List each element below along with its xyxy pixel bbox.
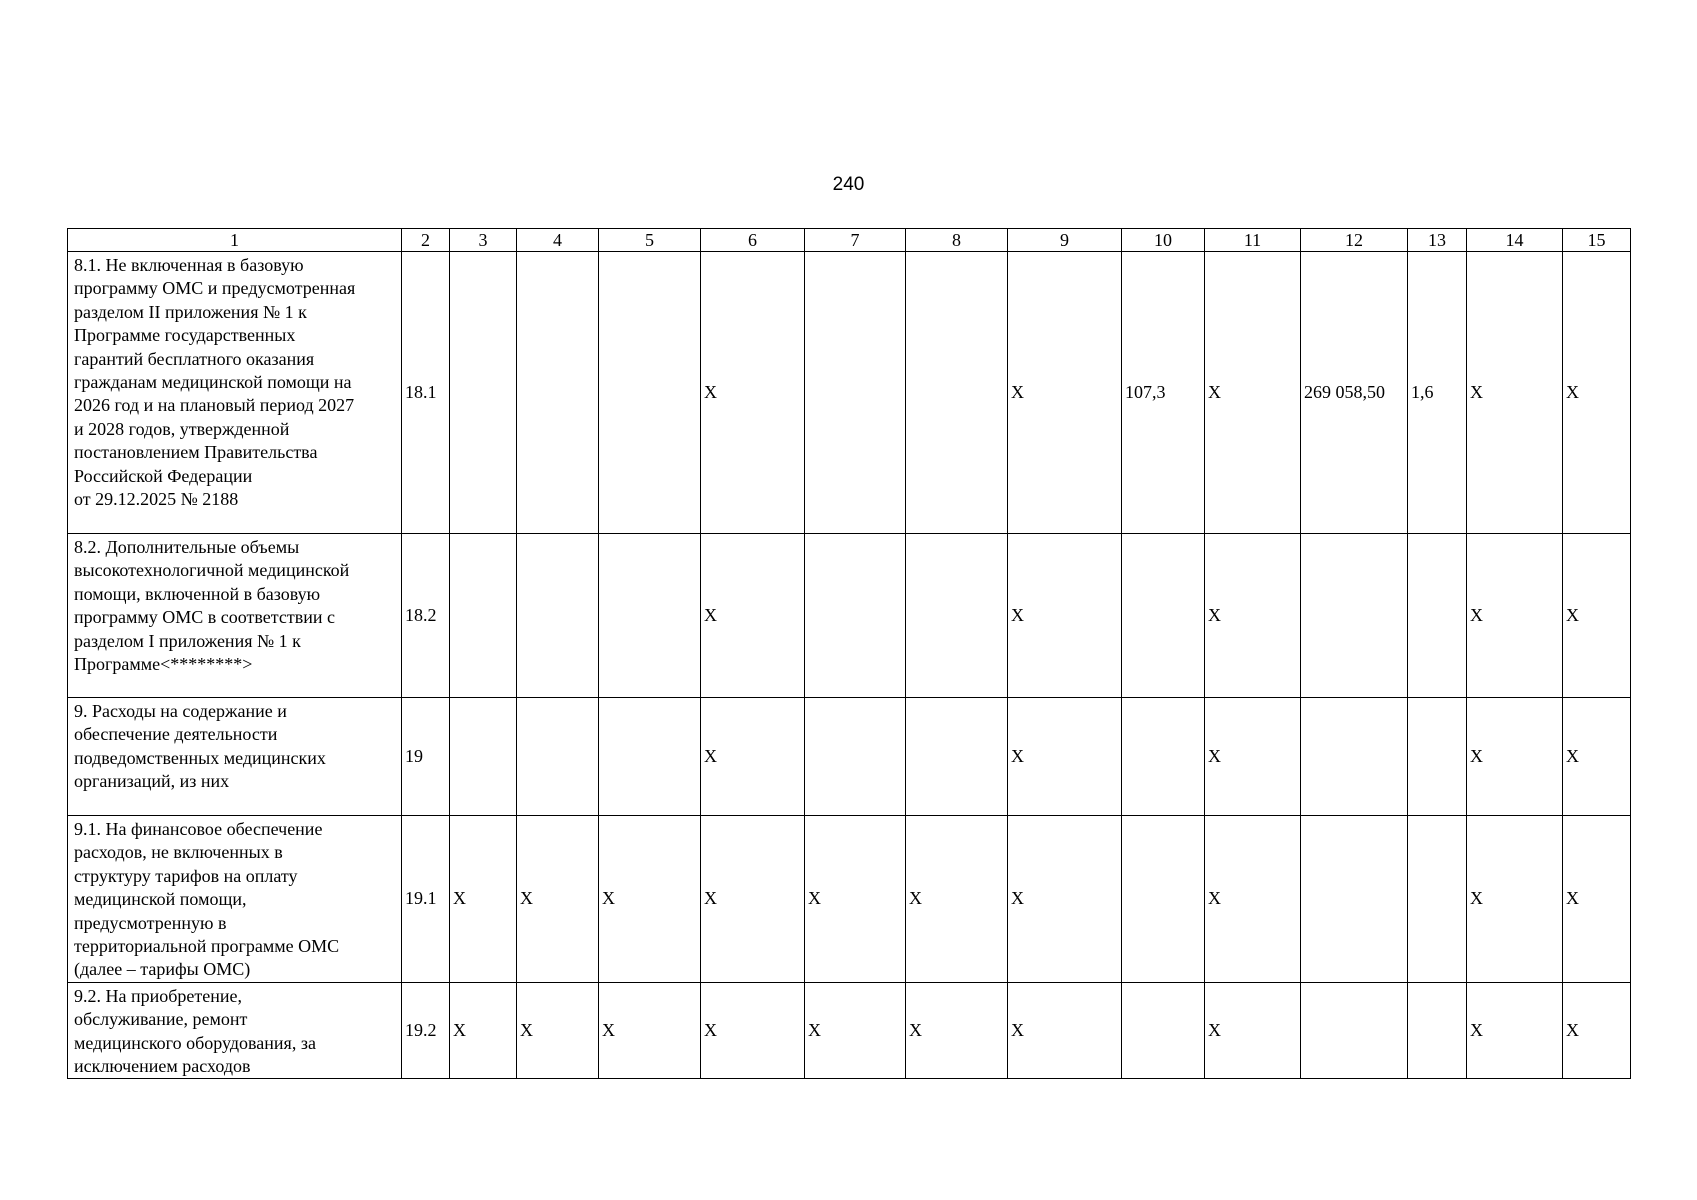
row-name-line: программу ОМС и предусмотренная	[74, 278, 356, 299]
column-number-3: 3	[450, 229, 517, 252]
row-name-line: гражданам медицинской помощи на	[74, 372, 352, 393]
table-cell	[599, 698, 701, 816]
row-name-line: медицинского оборудования, за	[74, 1032, 316, 1053]
table-cell	[1122, 534, 1205, 698]
table-cell: X	[1205, 252, 1301, 534]
table-cell: X	[450, 982, 517, 1079]
table-cell	[450, 252, 517, 534]
table-cell	[805, 534, 906, 698]
table-cell	[1122, 698, 1205, 816]
table-cell: X	[701, 534, 805, 698]
row-name-line: расходов, не включенных в	[74, 842, 283, 863]
data-table	[67, 228, 1631, 1079]
column-number-12: 12	[1301, 229, 1408, 252]
row-name-line: разделом I приложения № 1 к	[74, 630, 301, 651]
row-name-line: структуру тарифов на оплату	[74, 865, 298, 886]
table-row	[68, 816, 1631, 983]
row-name-cell	[68, 982, 402, 1079]
row-name-line: 2026 год и на плановый период 2027	[74, 395, 355, 416]
table-cell: 18.1	[402, 252, 450, 534]
row-name-line: 8.1. Не включенная в базовую	[74, 255, 304, 275]
row-name-line: медицинской помощи,	[74, 889, 247, 910]
column-number-5: 5	[599, 229, 701, 252]
column-number-1: 1	[68, 229, 402, 252]
row-name-line: гарантий бесплатного оказания	[74, 348, 315, 369]
table-cell: X	[1205, 816, 1301, 983]
table-cell: X	[701, 698, 805, 816]
table-cell: X	[1467, 816, 1563, 983]
table-cell	[1408, 534, 1467, 698]
table-cell: X	[1563, 252, 1631, 534]
row-name-line: подведомственных медицинских	[74, 747, 326, 768]
table-cell	[906, 252, 1008, 534]
column-number-11: 11	[1205, 229, 1301, 252]
table-cell: 19.2	[402, 982, 450, 1079]
table-cell	[805, 698, 906, 816]
table-header-row	[68, 229, 1631, 252]
column-number-6: 6	[701, 229, 805, 252]
row-name-line: Программе государственных	[74, 325, 296, 346]
table-cell: X	[805, 982, 906, 1079]
table-cell: X	[450, 816, 517, 983]
table-cell: X	[1563, 698, 1631, 816]
table-row	[68, 698, 1631, 816]
table-cell	[1301, 816, 1408, 983]
table-row	[68, 534, 1631, 698]
table-cell: X	[517, 982, 599, 1079]
column-number-15: 15	[1563, 229, 1631, 252]
table-cell	[1122, 982, 1205, 1079]
table-cell: 107,3	[1122, 252, 1205, 534]
row-name-line: 8.2. Дополнительные объемы	[74, 537, 300, 557]
table-cell: 18.2	[402, 534, 450, 698]
table-cell	[906, 698, 1008, 816]
row-name-cell	[68, 252, 402, 534]
table-cell	[450, 698, 517, 816]
table-cell: X	[599, 816, 701, 983]
table-cell: 269 058,50	[1301, 252, 1408, 534]
row-name-line: помощи, включенной в базовую	[74, 583, 321, 604]
table-cell: X	[1205, 534, 1301, 698]
column-number-14: 14	[1467, 229, 1563, 252]
table-cell: 19	[402, 698, 450, 816]
column-number-2: 2	[402, 229, 450, 252]
table-cell	[1301, 982, 1408, 1079]
table-cell	[805, 252, 906, 534]
table-cell: X	[1563, 982, 1631, 1079]
page-number: 240	[832, 174, 865, 195]
table-cell: X	[1205, 982, 1301, 1079]
table-cell: X	[1563, 816, 1631, 983]
table-cell	[517, 698, 599, 816]
row-name-cell	[68, 534, 402, 698]
table-cell: X	[1008, 534, 1122, 698]
table-cell: X	[906, 982, 1008, 1079]
table-cell: X	[1008, 698, 1122, 816]
row-name-line: организаций, из них	[74, 771, 230, 792]
row-name-line: предусмотренную в	[74, 912, 227, 933]
table-cell: X	[1467, 252, 1563, 534]
row-name-line: от 29.12.2025 № 2188	[74, 489, 239, 510]
table-cell	[906, 534, 1008, 698]
column-number-8: 8	[906, 229, 1008, 252]
table-cell: X	[805, 816, 906, 983]
table-cell	[599, 534, 701, 698]
row-name-line: разделом II приложения № 1 к	[74, 301, 307, 322]
row-name-line: 9. Расходы на содержание и	[74, 701, 287, 721]
table-cell: X	[1205, 698, 1301, 816]
table-cell	[517, 252, 599, 534]
table-row	[68, 982, 1631, 1079]
table-cell: X	[599, 982, 701, 1079]
table-cell: X	[906, 816, 1008, 983]
table-cell	[1122, 816, 1205, 983]
table-cell: X	[701, 816, 805, 983]
table-cell: X	[1008, 252, 1122, 534]
table-cell	[1408, 816, 1467, 983]
row-name-line: обеспечение деятельности	[74, 724, 278, 745]
table-cell	[1408, 698, 1467, 816]
row-name-line: исключением расходов	[74, 1056, 251, 1077]
column-number-7: 7	[805, 229, 906, 252]
row-name-line: 9.1. На финансовое обеспечение	[74, 819, 323, 839]
row-name-line: (далее – тарифы ОМС)	[74, 959, 251, 980]
row-name-line: Программе<********>	[74, 654, 253, 675]
table-cell: X	[517, 816, 599, 983]
table-cell	[1301, 698, 1408, 816]
column-number-13: 13	[1408, 229, 1467, 252]
row-name-cell	[68, 816, 402, 983]
table-cell	[599, 252, 701, 534]
table-cell: X	[701, 982, 805, 1079]
row-name-line: территориальной программе ОМС	[74, 936, 340, 957]
table-cell: 19.1	[402, 816, 450, 983]
column-number-4: 4	[517, 229, 599, 252]
table-cell: X	[1008, 816, 1122, 983]
table-cell	[1408, 982, 1467, 1079]
row-name-line: Российской Федерации	[74, 465, 253, 486]
row-name-line: 9.2. На приобретение,	[74, 985, 243, 1006]
row-name-line: программу ОМС в соответствии с	[74, 607, 335, 628]
row-name-line: и 2028 годов, утвержденной	[74, 418, 290, 439]
table-cell: X	[1008, 982, 1122, 1079]
row-name-line: высокотехнологичной медицинской	[74, 560, 350, 581]
table-cell: X	[1467, 698, 1563, 816]
row-name-cell	[68, 698, 402, 816]
row-name-line: обслуживание, ремонт	[74, 1009, 248, 1030]
column-number-10: 10	[1122, 229, 1205, 252]
table-cell: 1,6	[1408, 252, 1467, 534]
table-cell	[1301, 534, 1408, 698]
column-number-9: 9	[1008, 229, 1122, 252]
table-cell	[450, 534, 517, 698]
table-cell: X	[701, 252, 805, 534]
table-cell	[517, 534, 599, 698]
table-cell: X	[1467, 534, 1563, 698]
table-row	[68, 252, 1631, 534]
row-name-line: постановлением Правительства	[74, 442, 318, 463]
table-cell: X	[1467, 982, 1563, 1079]
table-cell: X	[1563, 534, 1631, 698]
